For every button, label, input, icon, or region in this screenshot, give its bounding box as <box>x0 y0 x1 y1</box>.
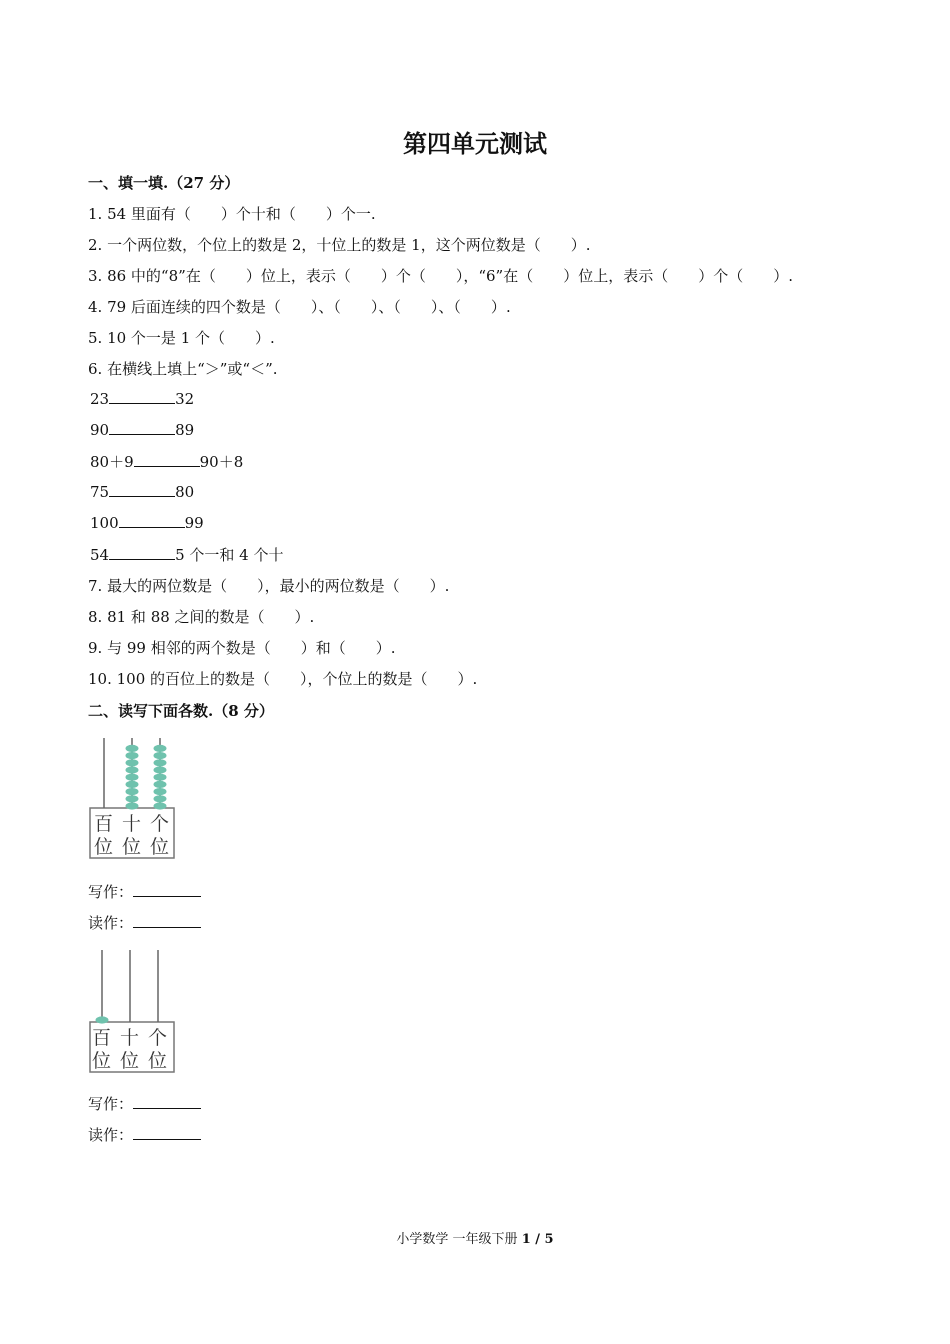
page-title: 第四单元测试 <box>403 129 547 158</box>
abacus-bead <box>154 759 167 766</box>
abacus-bead <box>154 788 167 795</box>
abacus-bead <box>126 745 139 752</box>
answer-blank[interactable] <box>134 452 200 467</box>
read-answer-2 <box>88 1124 201 1145</box>
page-number: 1 / 5 <box>521 1232 554 1247</box>
question-5: 5. 10 个一是 1 个（ ）. <box>88 329 275 347</box>
comparison-right: 89 <box>175 421 195 439</box>
question-8: 8. 81 和 88 之间的数是（ ）. <box>88 608 315 626</box>
comparison-right: 32 <box>175 390 195 408</box>
section-2-heading: 二、读写下面各数.（8 分） <box>88 702 274 720</box>
section-1-heading: 一、填一填.（27 分） <box>88 174 240 192</box>
read-label: 读作： <box>88 914 134 932</box>
place-label-ones: 个 位 <box>150 813 170 858</box>
bead-column-hundreds <box>96 1016 109 1023</box>
place-label-hundreds: 百 位 <box>94 813 114 858</box>
answer-blank[interactable] <box>109 420 175 435</box>
abacus-figure-2 <box>88 950 180 1074</box>
write-label: 写作： <box>88 883 134 901</box>
answer-blank[interactable] <box>109 545 175 560</box>
place-label-hundreds: 百 位 <box>92 1027 112 1072</box>
question-9: 9. 与 99 相邻的两个数是（ ）和（ ）. <box>88 639 396 657</box>
answer-blank[interactable] <box>119 513 185 528</box>
abacus-bead <box>126 774 139 781</box>
comparison-right: 80 <box>175 483 195 501</box>
question-2: 2. 一个两位数，个位上的数是 2，十位上的数是 1，这个两位数是（ ）. <box>88 236 591 254</box>
read-label: 读作： <box>88 1126 134 1144</box>
answer-blank[interactable] <box>109 482 175 497</box>
abacus-bead <box>126 781 139 788</box>
abacus-figure-1 <box>88 738 180 860</box>
comparison-right: 99 <box>184 514 204 532</box>
abacus-bead <box>154 745 167 752</box>
comparison-row <box>90 389 194 408</box>
question-7: 7. 最大的两位数是（ ），最小的两位数是（ ）. <box>88 577 450 595</box>
abacus-bead <box>154 802 167 809</box>
question-10: 10. 100 的百位上的数是（ ），个位上的数是（ ）. <box>88 670 478 688</box>
comparison-left: 75 <box>90 483 110 501</box>
abacus-bead <box>126 752 139 759</box>
footer-text: 小学数学 一年级下册 <box>396 1232 518 1247</box>
comparison-right: 5 个一和 4 个十 <box>175 546 284 564</box>
comparison-left: 100 <box>90 514 119 532</box>
abacus-bead <box>126 788 139 795</box>
write-label: 写作： <box>88 1095 134 1113</box>
comparison-row <box>90 544 284 565</box>
comparison-left: 90 <box>90 421 110 439</box>
place-label-tens: 十 位 <box>122 813 142 858</box>
comparison-left: 23 <box>90 390 110 408</box>
abacus-bead <box>154 752 167 759</box>
answer-blank[interactable] <box>109 389 175 404</box>
bead-column-tens <box>126 745 139 810</box>
write-blank[interactable] <box>133 882 201 897</box>
page-footer <box>0 1228 950 1247</box>
comparison-row <box>90 451 243 472</box>
comparison-row <box>90 420 194 439</box>
write-answer-2 <box>88 1093 201 1114</box>
comparison-row <box>90 482 194 501</box>
abacus-bead <box>96 1016 109 1023</box>
write-answer-1 <box>88 881 201 902</box>
abacus-bead <box>126 766 139 773</box>
abacus-bead <box>126 759 139 766</box>
abacus-bead <box>126 795 139 802</box>
comparison-left: 80＋9 <box>90 453 134 471</box>
abacus-bead <box>154 774 167 781</box>
abacus-bead <box>154 781 167 788</box>
abacus-bead <box>154 795 167 802</box>
bead-column-ones <box>154 745 167 810</box>
question-3: 3. 86 中的“8”在（ ）位上，表示（ ）个（ ），“6”在（ ）位上，表示（ ）个（ ）. <box>88 267 793 285</box>
place-label-tens: 十 位 <box>120 1027 140 1072</box>
question-1: 1. 54 里面有（ ）个十和（ ）个一. <box>88 205 376 223</box>
comparison-left: 54 <box>90 546 110 564</box>
abacus-bead <box>126 802 139 809</box>
abacus-bead <box>154 766 167 773</box>
read-blank[interactable] <box>133 913 201 928</box>
question-4: 4. 79 后面连续的四个数是（ ）、（ ）、（ ）、（ ）. <box>88 298 511 316</box>
comparison-row <box>90 513 204 532</box>
write-blank[interactable] <box>133 1094 201 1109</box>
place-label-ones: 个 位 <box>148 1027 168 1072</box>
read-answer-1 <box>88 912 201 933</box>
comparison-right: 90＋8 <box>199 453 244 471</box>
read-blank[interactable] <box>133 1125 201 1140</box>
question-6: 6. 在横线上填上“＞”或“＜”. <box>88 360 278 378</box>
